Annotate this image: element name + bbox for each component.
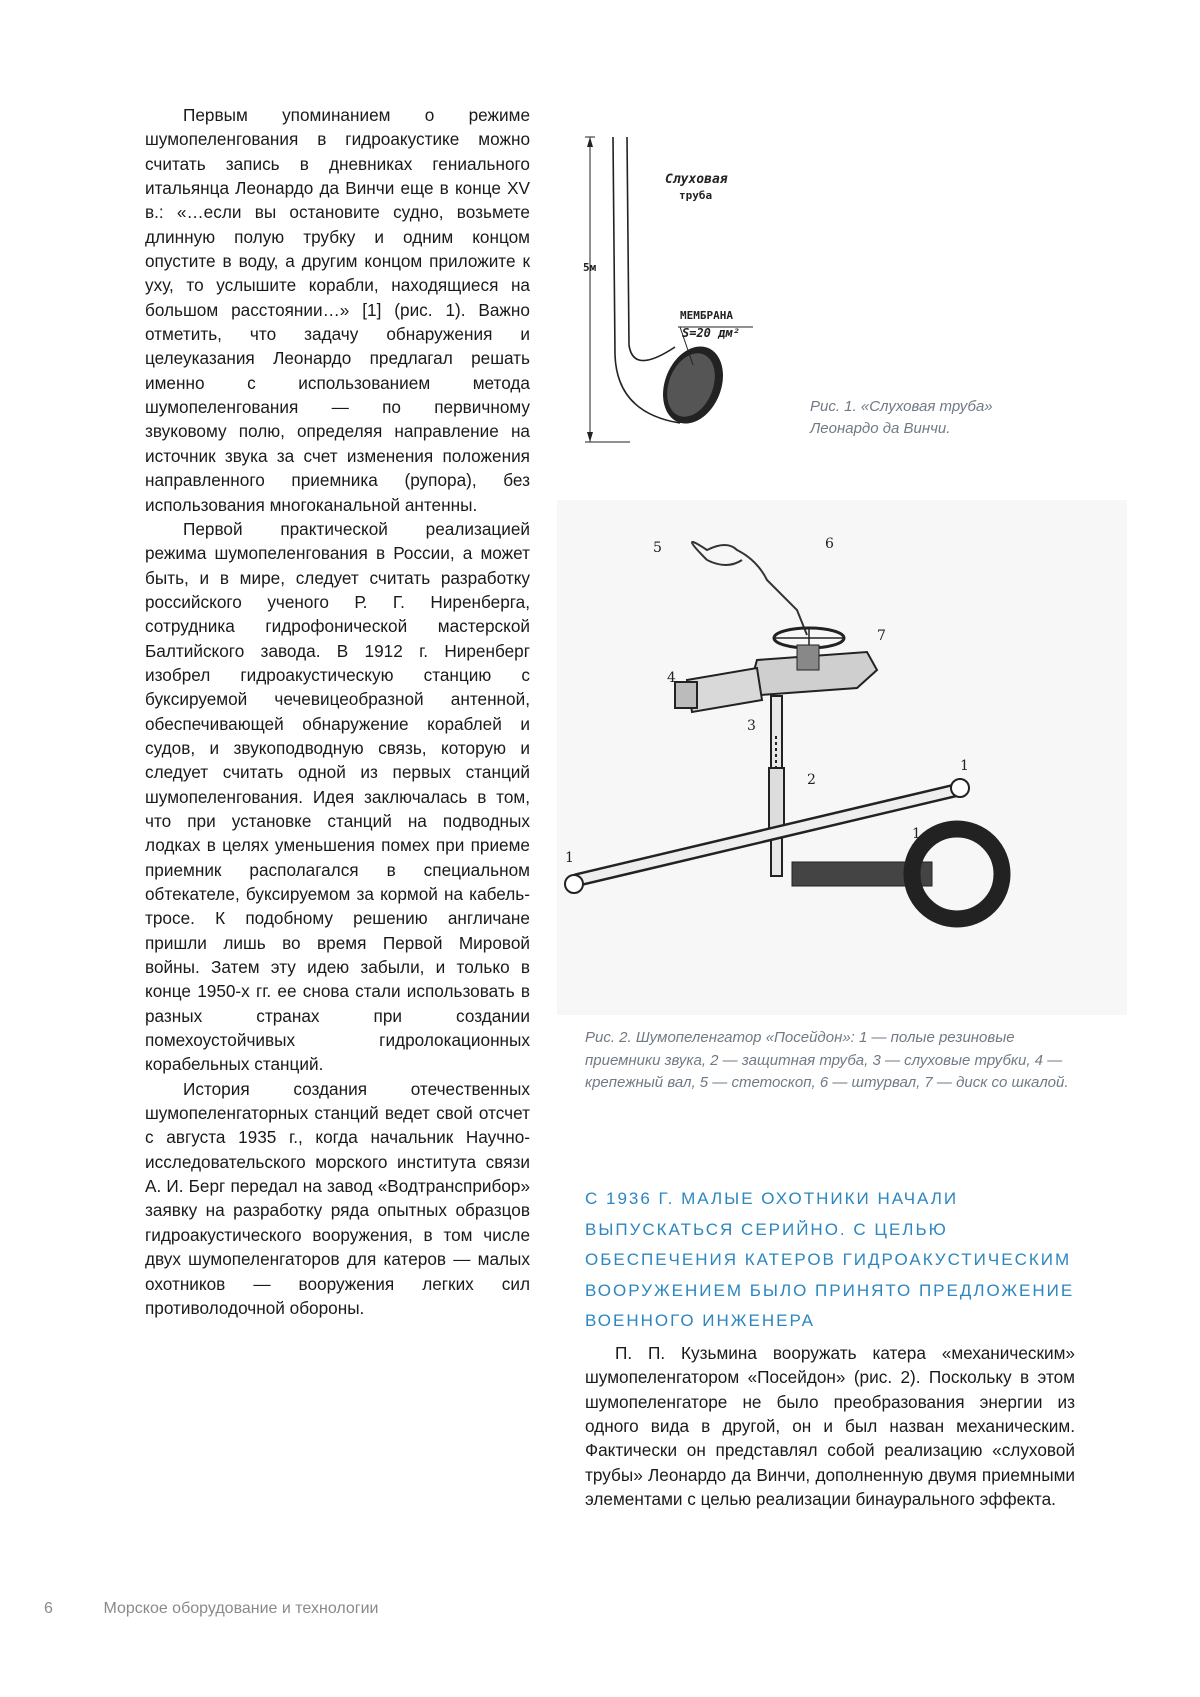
page-number: 6 — [44, 1600, 53, 1617]
length-label: 5м — [583, 261, 597, 274]
area-label: S=20 дм² — [682, 326, 740, 340]
fig2-label-6: 6 — [825, 536, 834, 552]
paragraph-3: История создания отечественных шумопеленгаторных станций ведет свой отсчет с августа 1935 г., когда начальник Научно-исследовательского морского института связи А. И. Берг передал на завод «Водтрансприбор» заявку на разработку ряда опытных образцов гидроакустического вооружения, в том числе двух шумопеленгаторов для катеров — малых охотников — вооружения легких сил противолодочной обороны. — [145, 1078, 530, 1318]
fig2-label-1c: 1 — [912, 826, 921, 842]
journal-title: Морское оборудование и технологии — [103, 1600, 379, 1617]
tube-label-2: труба — [679, 189, 713, 202]
membrane-label: МЕМБРАНА — [680, 309, 733, 322]
fig2-label-1b: 1 — [960, 758, 969, 774]
fig2-label-1a: 1 — [565, 850, 574, 866]
paragraph-1: Первым упоминанием о режиме шумопеленгования в гидроакустике можно считать запись в дневниках гениального итальянца Леонардо да Винчи еще в конце XV в.: «…если вы остановите судно, возьмете длинную полую трубку и одним концом опустите в воду, а другим концом приложите к уху, то услышите корабли, находящиеся на большом расстоянии…» [1] (рис. 1). Важно отметить, что задачу обнаружения и целеуказания Леонардо предлагал решать именно с использованием метода шумопеленгования — по первичному звуковому полю, определяя направление на источник звука за счет изменения положения направленного приемника (рупора), без использования многоканальной антенны. — [145, 105, 530, 515]
paragraph-4: П. П. Кузьмина вооружать катера «механическим» шумопеленгатором «Посейдон» (рис. 2). Поскольку в этом шумопеленгаторе не было преобразования энергии из одного вида в другой, он и был назван механическим. Фактически он представлял собой реализацию «слуховой трубы» Леонардо да Винчи, дополненную двумя приемными элементами с целью реализации бинаурального эффекта. — [585, 1343, 1075, 1510]
fig2-label-2: 2 — [807, 772, 816, 788]
pull-quote: С 1936 Г. МАЛЫЕ ОХОТНИКИ НАЧАЛИ ВЫПУСКАТЬСЯ СЕРИЙНО. С ЦЕЛЬЮ ОБЕСПЕЧЕНИЯ КАТЕРОВ ГИДРОАКУСТИЧЕСКИМ ВООРУЖЕНИЕМ БЫЛО ПРИНЯТО ПРЕДЛОЖЕНИЕ ВОЕННОГО ИНЖЕНЕРА — [585, 1189, 1075, 1330]
right-column — [585, 1341, 1075, 1511]
figure-2-poseidon — [557, 500, 1127, 1015]
fig2-label-4: 4 — [667, 670, 676, 686]
figure-1-hearing-tube — [585, 135, 785, 447]
figure-1-caption: Рис. 1. «Слуховая труба» Леонардо да Винчи. — [810, 398, 993, 437]
paragraph-2: Первой практической реализацией режима шумопеленгования в России, а может быть, и в мире, следует считать разработку российского ученого Р. Г. Ниренберга, сотрудника гидрофонической мастерской Балтийского завода. В 1912 г. Ниренберг изобрел гидроакустическую станцию с буксируемой чечевицеобразной антенной, обеспечивающей обнаружение кораблей и судов, и звукоподводную связь, которую и следует считать одной из первых станций шумопеленгования. Идея заключалась в том, что при установке станций на подводных лодках в целях уменьшения помех при приеме приемник располагался в специальном обтекателе, буксируемом за кормой на кабель-тросе. К подобному решению англичане пришли лишь во время Первой Мировой войны. Затем эту идею забыли, и только в конце 1950-х гг. ее снова стали использовать в разных странах при создании помехоустойчивых гидролокационных корабельных станций. — [145, 518, 530, 1075]
fig2-label-7: 7 — [877, 628, 886, 644]
page-footer — [44, 1600, 378, 1618]
tube-label: Слуховая — [665, 172, 728, 187]
fig2-label-5: 5 — [653, 540, 662, 556]
figure-2-caption: Рис. 2. Шумопеленгатор «Посейдон»: 1 — полые резиновые приемники звука, 2 — защитная труба, 3 — слуховые трубки, 4 — крепежный вал, 5 — стетоскоп, 6 — штурвал, 7 — диск со шкалой. — [585, 1029, 1069, 1091]
left-column — [145, 103, 530, 1320]
fig2-label-3: 3 — [747, 718, 756, 734]
